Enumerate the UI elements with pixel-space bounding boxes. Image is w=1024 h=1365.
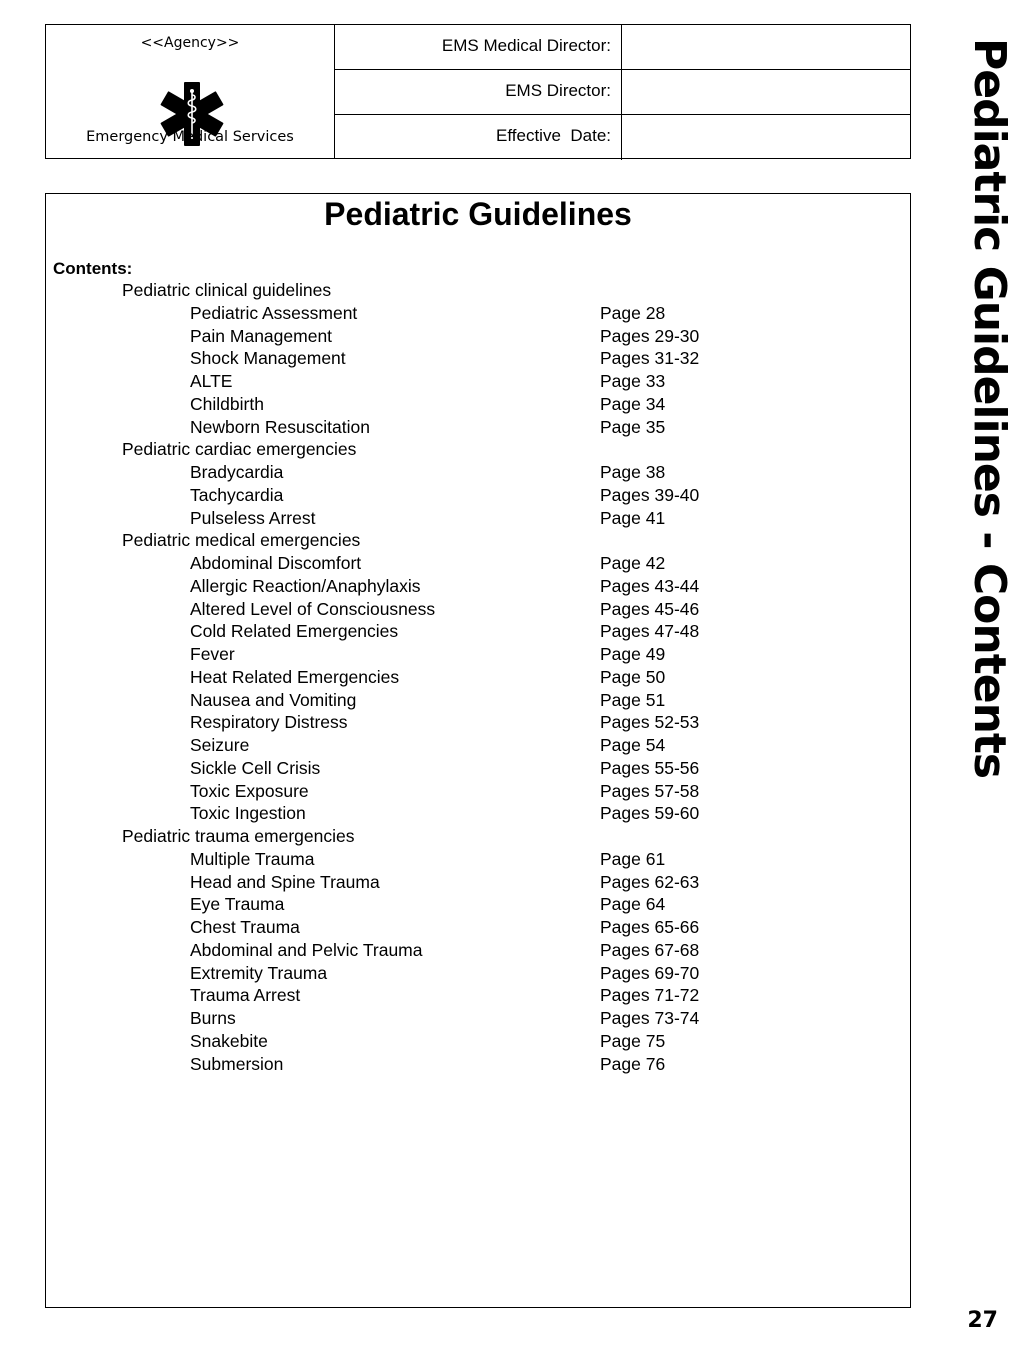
contents-box bbox=[45, 193, 911, 1308]
ems-director-label: EMS Director: bbox=[505, 81, 611, 100]
toc-section-row bbox=[46, 529, 910, 552]
toc-entry-label: Head and Spine Trauma bbox=[190, 871, 380, 892]
toc-entry-label: Multiple Trauma bbox=[190, 848, 315, 869]
toc-entry-page: Pages 69-70 bbox=[600, 962, 700, 983]
toc-section-label: Pediatric cardiac emergencies bbox=[122, 439, 357, 460]
toc-entry bbox=[46, 871, 910, 894]
toc-entry bbox=[46, 598, 910, 621]
toc-entry-label: Chest Trauma bbox=[190, 917, 300, 937]
toc-section-label: Pediatric trauma emergencies bbox=[122, 826, 355, 846]
toc-entry bbox=[46, 984, 910, 1007]
toc-section-row bbox=[46, 825, 910, 848]
toc-entry-page: Page 75 bbox=[600, 1030, 666, 1051]
toc-entry-page: Pages 65-66 bbox=[600, 917, 700, 937]
toc-entry-label: Toxic Ingestion bbox=[190, 803, 306, 824]
toc-entry-label: Fever bbox=[190, 644, 235, 664]
toc-entry-label: Altered Level of Consciousness bbox=[190, 598, 436, 619]
toc-entry-page: Pages 47-48 bbox=[600, 621, 700, 642]
toc-entry-page: Page 61 bbox=[600, 848, 666, 869]
toc-entry-page: Pages 62-63 bbox=[600, 871, 700, 892]
toc-entry-page: Page 38 bbox=[600, 462, 666, 482]
toc-entry-label: Nausea and Vomiting bbox=[190, 689, 357, 710]
toc-entry-page: Page 50 bbox=[600, 666, 666, 687]
toc-entry-label: Heat Related Emergencies bbox=[190, 666, 400, 687]
toc-entry bbox=[46, 893, 910, 916]
toc-entry bbox=[46, 689, 910, 712]
toc-entry bbox=[46, 1007, 910, 1030]
service-name: Emergency Medical Services bbox=[86, 129, 294, 145]
effective-date-row bbox=[334, 115, 910, 160]
document-header bbox=[45, 24, 911, 159]
ems-director-row bbox=[334, 70, 910, 115]
toc-entry-page: Pages 71-72 bbox=[600, 985, 700, 1006]
toc-entry-page: Pages 59-60 bbox=[600, 803, 700, 824]
toc-entry-page: Page 49 bbox=[600, 644, 666, 664]
toc-entry bbox=[46, 575, 910, 598]
toc-entry-label: Snakebite bbox=[190, 1030, 268, 1051]
toc-entry bbox=[46, 507, 910, 530]
toc-entry bbox=[46, 620, 910, 643]
toc-section-row bbox=[46, 279, 910, 302]
toc-section-row bbox=[46, 438, 910, 461]
toc-entry bbox=[46, 552, 910, 575]
toc-entry-page: Page 41 bbox=[600, 507, 666, 528]
toc-entry-label: Childbirth bbox=[190, 393, 264, 414]
toc-entry bbox=[46, 370, 910, 393]
toc-entry-page: Page 34 bbox=[600, 393, 666, 414]
toc-entry-label: ALTE bbox=[190, 371, 233, 391]
agency-name: <<Agency>> bbox=[140, 35, 240, 51]
toc-entry bbox=[46, 848, 910, 871]
toc-entry-label: Eye Trauma bbox=[190, 894, 285, 915]
toc-entry-label: Pediatric Assessment bbox=[190, 302, 358, 323]
toc-entry-label: Seizure bbox=[190, 735, 250, 755]
toc-entry-label: Bradycardia bbox=[190, 462, 284, 482]
medical-director-label: EMS Medical Director: bbox=[441, 36, 611, 55]
toc-entry-page: Pages 52-53 bbox=[600, 712, 700, 733]
toc-entry bbox=[46, 734, 910, 757]
toc-entry-label: Allergic Reaction/Anaphylaxis bbox=[190, 575, 421, 596]
toc-entry bbox=[46, 939, 910, 962]
toc-entry-page: Pages 43-44 bbox=[600, 575, 700, 596]
toc-entry bbox=[46, 1030, 910, 1053]
table-of-contents bbox=[46, 279, 910, 1075]
toc-entry-label: Abdominal Discomfort bbox=[190, 553, 362, 573]
toc-entry-label: Pain Management bbox=[190, 325, 333, 346]
toc-entry-label: Toxic Exposure bbox=[190, 780, 309, 801]
toc-entry bbox=[46, 711, 910, 734]
toc-entry-label: Trauma Arrest bbox=[190, 985, 301, 1006]
toc-entry-page: Pages 57-58 bbox=[600, 780, 700, 801]
toc-entry bbox=[46, 666, 910, 689]
agency-cell bbox=[46, 25, 335, 158]
toc-entry bbox=[46, 1053, 910, 1076]
toc-entry-label: Respiratory Distress bbox=[190, 712, 348, 733]
toc-entry bbox=[46, 780, 910, 803]
page-title: Pediatric Guidelines bbox=[324, 196, 632, 232]
toc-entry-page: Pages 55-56 bbox=[600, 757, 700, 778]
toc-entry bbox=[46, 757, 910, 780]
medical-director-value bbox=[623, 25, 910, 69]
toc-entry-page: Pages 67-68 bbox=[600, 939, 700, 960]
toc-entry bbox=[46, 393, 910, 416]
toc-entry bbox=[46, 325, 910, 348]
contents-heading: Contents: bbox=[53, 259, 133, 278]
page-number: 27 bbox=[967, 1308, 998, 1333]
toc-entry bbox=[46, 916, 910, 939]
toc-entry-label: Abdominal and Pelvic Trauma bbox=[190, 939, 423, 960]
side-title: Pediatric Guidelines - Contents bbox=[964, 38, 1015, 779]
toc-entry-page: Page 33 bbox=[600, 371, 666, 391]
effective-date-value bbox=[623, 115, 910, 160]
toc-entry-label: Shock Management bbox=[190, 348, 346, 369]
toc-entry bbox=[46, 643, 910, 666]
toc-entry-page: Pages 73-74 bbox=[600, 1008, 700, 1028]
toc-entry-page: Page 76 bbox=[600, 1053, 666, 1074]
toc-entry bbox=[46, 461, 910, 484]
toc-entry-page: Page 64 bbox=[600, 894, 666, 915]
toc-entry-page: Page 35 bbox=[600, 416, 666, 437]
toc-entry-label: Cold Related Emergencies bbox=[190, 621, 399, 642]
toc-entry-page: Pages 29-30 bbox=[600, 325, 700, 346]
toc-entry-page: Page 51 bbox=[600, 689, 666, 710]
toc-entry-label: Extremity Trauma bbox=[190, 962, 328, 983]
toc-entry bbox=[46, 962, 910, 985]
toc-entry-label: Tachycardia bbox=[190, 484, 284, 505]
toc-entry-page: Page 28 bbox=[600, 302, 666, 323]
toc-entry-page: Page 42 bbox=[600, 553, 666, 573]
toc-entry-label: Burns bbox=[190, 1008, 236, 1028]
toc-section-label: Pediatric medical emergencies bbox=[122, 530, 361, 551]
toc-entry-label: Submersion bbox=[190, 1053, 284, 1074]
toc-entry bbox=[46, 416, 910, 439]
toc-entry-label: Newborn Resuscitation bbox=[190, 416, 370, 437]
effective-date-label: Effective Date: bbox=[496, 126, 611, 145]
ems-director-value bbox=[623, 70, 910, 114]
toc-entry-page: Pages 39-40 bbox=[600, 484, 700, 505]
toc-entry-page: Pages 45-46 bbox=[600, 598, 700, 619]
toc-entry-page: Pages 31-32 bbox=[600, 348, 700, 369]
toc-entry-label: Sickle Cell Crisis bbox=[190, 757, 321, 778]
toc-entry bbox=[46, 802, 910, 825]
toc-entry-page: Page 54 bbox=[600, 735, 666, 755]
toc-entry bbox=[46, 347, 910, 370]
toc-entry-label: Pulseless Arrest bbox=[190, 507, 316, 528]
toc-section-label: Pediatric clinical guidelines bbox=[122, 280, 332, 300]
toc-entry bbox=[46, 484, 910, 507]
toc-entry bbox=[46, 302, 910, 325]
medical-director-row bbox=[334, 25, 910, 70]
